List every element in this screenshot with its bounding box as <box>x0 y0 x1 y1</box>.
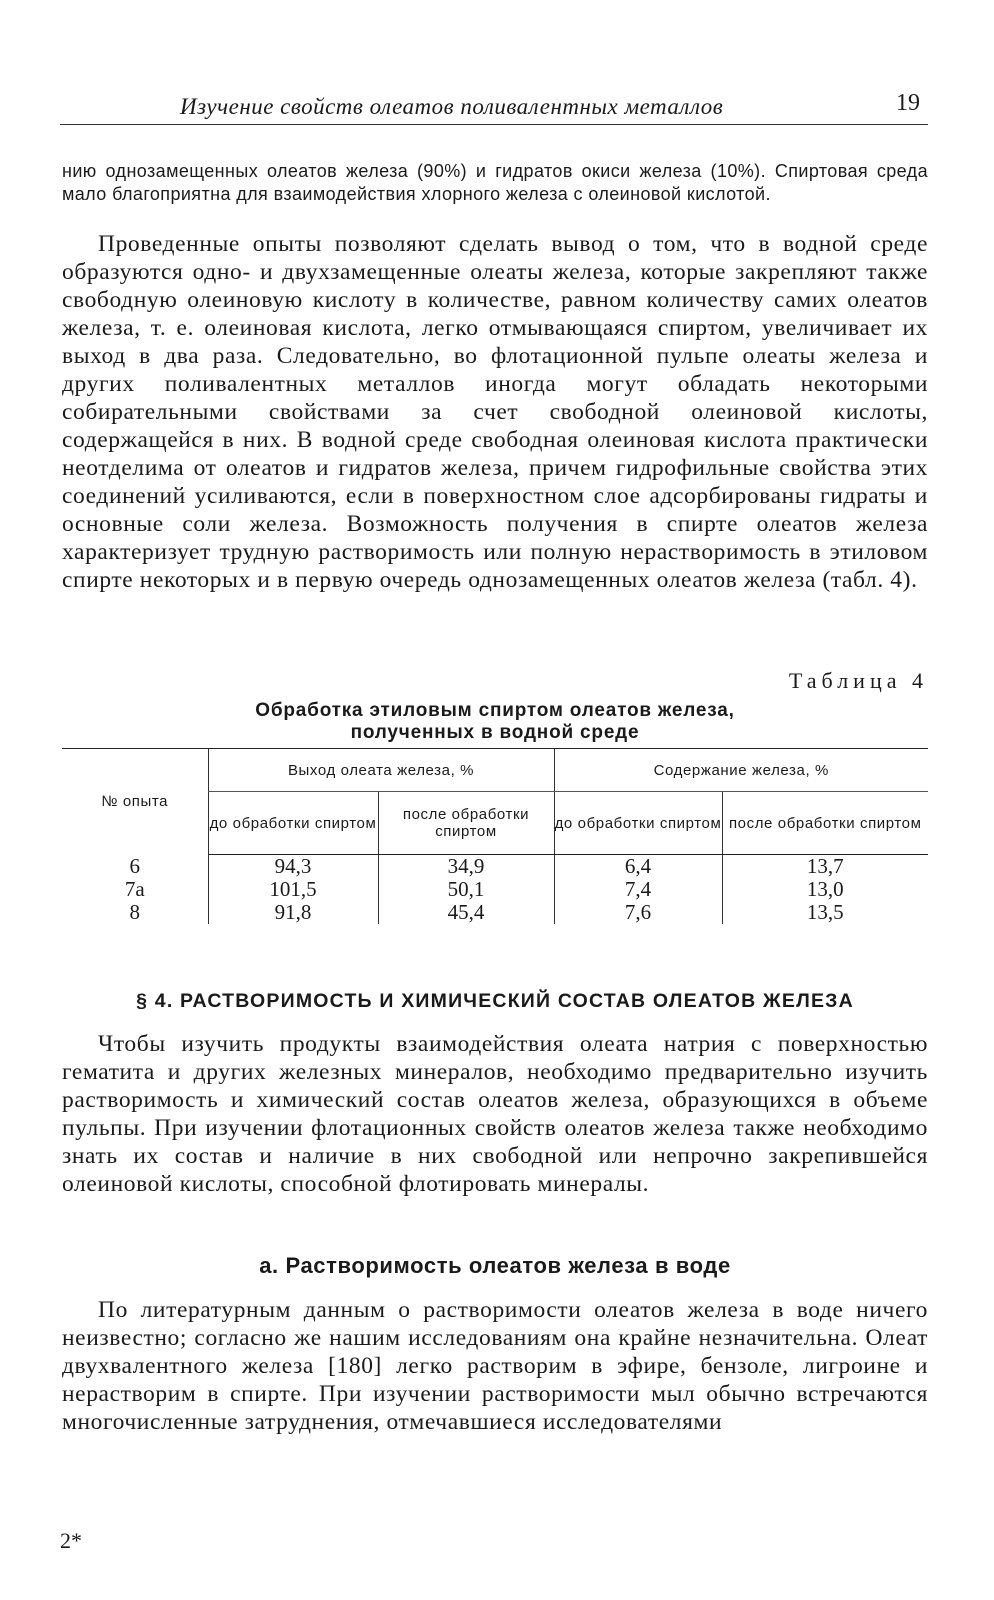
cell-iron-after: 13,7 <box>722 855 928 879</box>
cell-experiment-id: 8 <box>129 900 140 924</box>
cell-yield-before: 101,5 <box>208 878 378 901</box>
cell-experiment-id: 7а <box>124 877 145 901</box>
cell-iron-before: 7,6 <box>554 901 722 924</box>
page-number: 19 <box>896 90 920 116</box>
table-row <box>62 878 928 901</box>
cell-iron-after: 13,5 <box>722 901 928 924</box>
header-yield-before: до обработки спиртом <box>208 792 378 855</box>
signature-mark: 2* <box>60 1528 82 1553</box>
section-heading: § 4. РАСТВОРИМОСТЬ И ХИМИЧЕСКИЙ СОСТАВ ОЛЕАТОВ ЖЕЛЕЗА <box>136 990 854 1012</box>
cell-iron-before: 6,4 <box>554 855 722 879</box>
table-row <box>62 901 928 924</box>
running-title: Изучение свойств олеатов поливалентных металлов <box>180 94 724 119</box>
literature-paragraph: По литературным данным о растворимости олеатов железа в воде ничего неизвестно; согласно же нашим исследованиям она крайне незначительна. Олеат двухвалентного железа [180] легко растворим в эфире, бензоле, лигроине и нерастворим в спирте. При изучении растворимости мыл обычно встречаются многочисленные затруднения, отмечавшиеся исследователями <box>62 1297 928 1435</box>
subsection-heading: а. Растворимость олеатов железа в воде <box>259 1253 731 1278</box>
header-group-yield: Выход олеата железа, % <box>208 749 554 792</box>
header-iron-after: после обработки спиртом <box>722 792 928 855</box>
table-title-line1: Обработка этиловым спиртом олеатов железа, <box>255 700 735 721</box>
cell-yield-after: 50,1 <box>378 878 554 901</box>
header-iron-before: до обработки спиртом <box>554 792 722 855</box>
cell-yield-after: 45,4 <box>378 901 554 924</box>
header-yield-after: после обработки спиртом <box>378 792 554 855</box>
header-group-iron: Содержание железа, % <box>554 749 928 792</box>
table-title-line2: полученных в водной среде <box>350 722 640 743</box>
cell-iron-after: 13,0 <box>722 878 928 901</box>
cell-yield-after: 34,9 <box>378 855 554 879</box>
cell-iron-before: 7,4 <box>554 878 722 901</box>
header-experiment-number: № опыта <box>62 749 208 855</box>
cell-experiment-id: 6 <box>129 853 140 878</box>
section-intro-paragraph: Чтобы изучить продукты взаимодействия олеата натрия с поверхностью гематита и других железных минералов, необходимо предварительно изучить растворимость и химический состав олеатов железа, образующихся в объеме пульпы. При изучении флотационных свойств олеатов железа также необходимо знать их состав и наличие в них свободной или непрочно закрепившейся олеиновой кислоты, способной флотировать минералы. <box>62 1031 928 1197</box>
running-head <box>60 90 928 125</box>
continuation-paragraph: нию однозамещенных олеатов железа (90%) и гидратов окиси железа (10%). Спиртовая среда мало благоприятна для взаимодействия хлорного железа с олеиновой кислотой. <box>62 161 928 204</box>
cell-yield-before: 94,3 <box>208 855 378 879</box>
data-table <box>62 748 928 924</box>
table-caption: Таблица 4 <box>788 668 928 693</box>
conclusion-paragraph: Проведенные опыты позволяют сделать вывод о том, что в водной среде образуются одно- и двухзамещенные олеаты железа, которые закрепляют также свободную олеиновую кислоту в количестве, равном количеству самих олеатов железа, т. е. олеиновая кислота, легко отмывающаяся спиртом, увеличивает их выход в два раза. Следовательно, во флотационной пульпе олеаты железа и других поливалентных металлов иногда могут обладать некоторыми собирательными свойствами за счет свободной олеиновой кислоты, содержащейся в них. В водной среде свободная олеиновая кислота практически неотделима от олеатов и гидратов железа, причем гидрофильные свойства этих соединений усиливаются, если в поверхностном слое адсорбированы гидраты и основные соли железа. Возможность получения в спирте олеатов железа характеризует трудную растворимость или полную нерастворимость в этиловом спирте некоторых и в первую очередь однозамещенных олеатов железа (табл. 4). <box>62 231 928 593</box>
cell-yield-before: 91,8 <box>208 901 378 924</box>
table-row <box>62 855 928 879</box>
